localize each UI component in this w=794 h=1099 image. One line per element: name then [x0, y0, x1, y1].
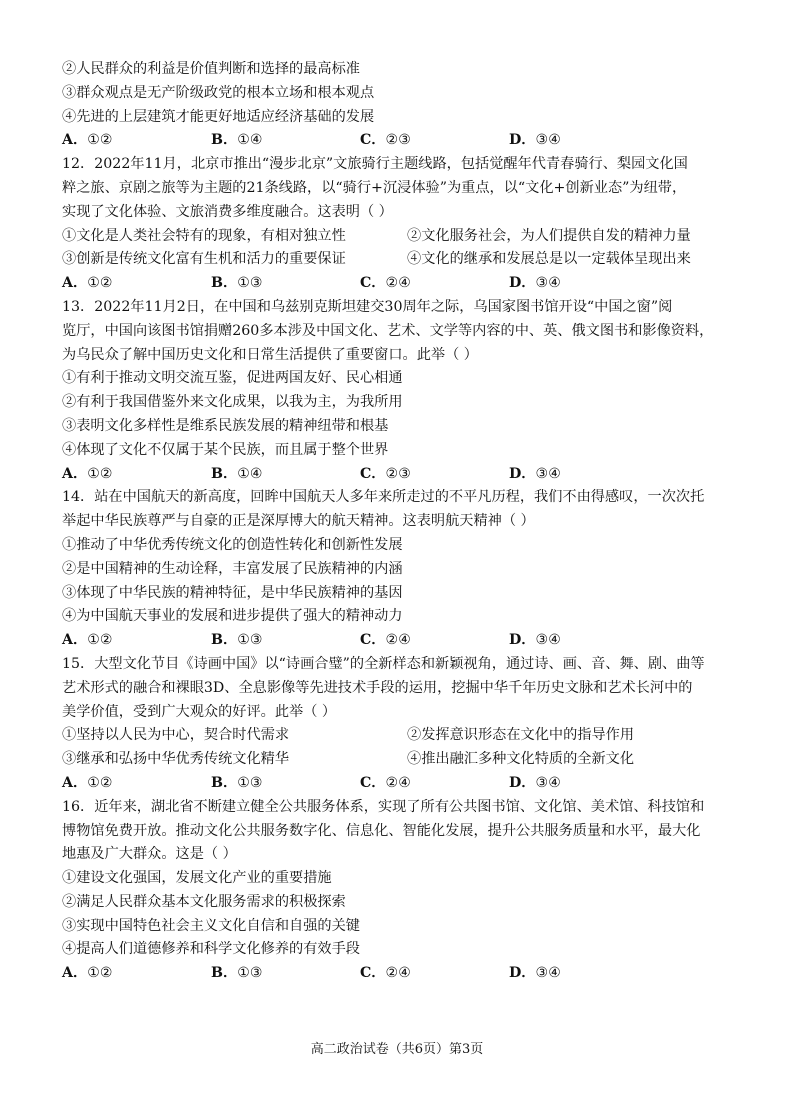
option-line: ③群众观点是无产阶级政党的根本立场和根本观点 [62, 84, 375, 101]
answer-d: D．③④ [509, 465, 561, 482]
option-row [62, 748, 752, 772]
option-row [62, 724, 752, 748]
answer-b: B．①③ [211, 774, 263, 791]
answer-choices [62, 629, 752, 653]
option: ②发挥意识形态在文化中的指导作用 [407, 727, 635, 744]
question-stem-line: 为乌民众了解中国历史文化和日常生活提供了重要窗口。此举（ ） [62, 346, 478, 363]
answer-d: D．③④ [509, 632, 561, 649]
question-stem-line: 实现了文化体验、文旅消费多维度融合。这表明（ ） [62, 203, 393, 220]
option: ③继承和弘扬中华优秀传统文化精华 [62, 751, 290, 768]
option-line: ③实现中国特色社会主义文化自信和自强的关键 [62, 917, 360, 934]
question-stem-line: 16．近年来，湖北省不断建立健全公共服务体系，实现了所有公共图书馆、文化馆、美术馆、科技馆和 [62, 798, 705, 815]
option-line: ②人民群众的利益是价值判断和选择的最高标准 [62, 61, 360, 77]
question-stem-line: 13．2022年11月2日，在中国和乌兹别克斯坦建交30周年之际，乌国家图书馆开设“中国之窗”阅 [62, 298, 673, 315]
option-line: ③体现了中华民族的精神特征，是中华民族精神的基因 [62, 584, 403, 601]
option-line: ②满足人民群众基本文化服务需求的积极探索 [62, 893, 346, 910]
answer-c: C．②④ [360, 774, 411, 791]
continued-options [62, 58, 752, 153]
answer-a: A．①② [62, 965, 113, 982]
question-stem-line: 艺术形式的融合和裸眼3D、全息影像等先进技术手段的运用，挖掘中华千年历史文脉和艺术长河中的 [62, 679, 693, 696]
answer-c: C．②④ [360, 632, 411, 649]
option-line: ①推动了中华优秀传统文化的创造性转化和创新性发展 [62, 536, 403, 553]
answer-c: C．②④ [360, 275, 411, 292]
question-14 [62, 486, 752, 653]
answer-choices [62, 463, 752, 487]
question-stem-line: 美学价值，受到广大观众的好评。此举（ ） [62, 703, 337, 720]
question-13 [62, 296, 752, 486]
answer-choices [62, 129, 752, 153]
option-line: ③表明文化多样性是维系民族发展的精神纽带和根基 [62, 417, 389, 434]
option: ④推出融汇多种文化特质的全新文化 [407, 751, 635, 768]
answer-choices [62, 272, 752, 296]
question-stem-line: 博物馆免费开放。推动文化公共服务数字化、信息化、智能化发展，提升公共服务质量和水平，最大化 [62, 822, 701, 839]
option: ④文化的继承和发展总是以一定载体呈现出来 [407, 251, 691, 268]
answer-b: B．①③ [211, 632, 263, 649]
answer-b: B．①③ [211, 965, 263, 982]
option-line: ①建设文化强国，发展文化产业的重要措施 [62, 870, 332, 887]
option-row [62, 248, 752, 272]
exam-page-body [62, 58, 752, 986]
page-footer: 高二政治试卷（共6页）第3页 [310, 1042, 484, 1057]
option-line: ②有利于我国借鉴外来文化成果，以我为主，为我所用 [62, 394, 403, 411]
option: ①文化是人类社会特有的现象，有相对独立性 [62, 227, 346, 244]
option: ②文化服务社会，为人们提供自发的精神力量 [407, 227, 691, 244]
answer-d: D．③④ [509, 774, 561, 791]
question-15 [62, 653, 752, 796]
answer-c: C．②③ [360, 465, 411, 482]
option-line: ④提高人们道德修养和科学文化修养的有效手段 [62, 941, 360, 958]
answer-choices [62, 772, 752, 796]
answer-a: A．①② [62, 465, 113, 482]
answer-d: D．③④ [509, 965, 561, 982]
question-stem-line: 地惠及广大群众。这是（ ） [62, 846, 237, 863]
answer-a: A．①② [62, 774, 113, 791]
option: ③创新是传统文化富有生机和活力的重要保证 [62, 251, 346, 268]
answer-choices [62, 962, 752, 986]
option-line: ②是中国精神的生动诠释，丰富发展了民族精神的内涵 [62, 560, 403, 577]
option-line: ①有利于推动文明交流互鉴，促进两国友好、民心相通 [62, 370, 403, 387]
option-row [62, 225, 752, 249]
question-stem-line: 14．站在中国航天的新高度，回眸中国航天人多年来所走过的不平凡历程，我们不由得感叹，一次次托 [62, 489, 705, 506]
question-stem-line: 15．大型文化节目《诗画中国》以“诗画合璧”的全新样态和新颖视角，通过诗、画、音、舞、剧、曲等 [62, 655, 705, 672]
answer-c: C．②④ [360, 965, 411, 982]
option-line: ④体现了文化不仅属于某个民族，而且属于整个世界 [62, 441, 389, 458]
answer-c: C．②③ [360, 132, 411, 149]
answer-a: A．①② [62, 275, 113, 292]
answer-b: B．①③ [211, 275, 263, 292]
option-line: ④先进的上层建筑才能更好地适应经济基础的发展 [62, 108, 375, 125]
question-stem-line: 览厅，中国向该图书馆捐赠260多本涉及中国文化、艺术、文学等内容的中、英、俄文图书和影像资料， [62, 322, 714, 339]
answer-a: A．①② [62, 632, 113, 649]
question-stem-line: 12．2022年11月，北京市推出“漫步北京”文旅骑行主题线路，包括觉醒年代青春骑行、梨园文化国 [62, 156, 688, 173]
option-line: ④为中国航天事业的发展和进步提供了强大的精神动力 [62, 608, 403, 625]
answer-b: B．①④ [211, 132, 263, 149]
answer-a: A．①② [62, 132, 113, 149]
answer-d: D．③④ [509, 132, 561, 149]
answer-d: D．③④ [509, 275, 561, 292]
question-12 [62, 153, 752, 296]
option: ①坚持以人民为中心，契合时代需求 [62, 727, 290, 744]
question-16 [62, 796, 752, 986]
question-stem-line: 粹之旅、京剧之旅等为主题的21条线路，以“骑行+沉浸体验”为重点，以“文化+创新业态”为纽带， [62, 179, 687, 196]
question-stem-line: 举起中华民族尊严与自豪的正是深厚博大的航天精神。这表明航天精神（ ） [62, 513, 535, 530]
answer-b: B．①④ [211, 465, 263, 482]
